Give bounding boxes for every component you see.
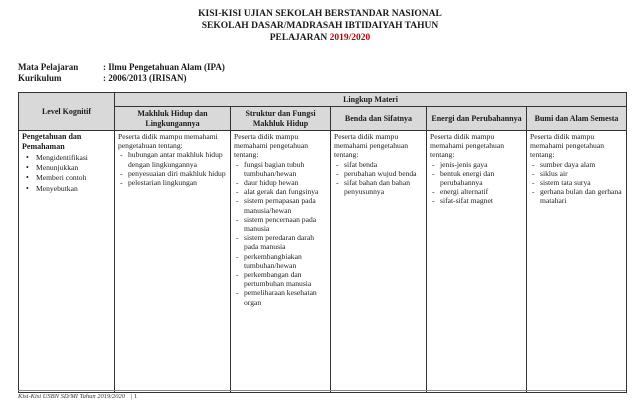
material-cell bbox=[427, 131, 527, 393]
cell-intro: Peserta didik mampu memahami pengetahuan tentang: bbox=[334, 132, 409, 160]
list-item: - perkembangan dan pertumbuhan manusia bbox=[234, 270, 327, 288]
material-cell bbox=[331, 131, 427, 393]
curriculum-label: Kurikulum bbox=[18, 73, 62, 83]
title-line-3-prefix: PELAJARAN bbox=[269, 33, 330, 43]
list-item: - pelestarian lingkungan bbox=[118, 178, 227, 187]
list-item: - fungsi bagian tubuh tumbuhan/hewan bbox=[234, 160, 327, 178]
list-item: • Menyebutkan bbox=[22, 184, 111, 193]
list-item: - daur hidup hewan bbox=[234, 178, 327, 187]
list-item: - sumber daya alam bbox=[530, 160, 623, 169]
material-cell bbox=[527, 131, 627, 393]
page-footer bbox=[18, 393, 137, 400]
column-header: Benda dan Sifatnya bbox=[331, 107, 427, 131]
list-item: - alat gerak dan fungsinya bbox=[234, 187, 327, 196]
cell-intro: Peserta didik mampu memahami pengetahuan tentang: bbox=[234, 132, 309, 160]
cell-intro: Peserta didik mampu memahami pengetahuan tentang: bbox=[118, 132, 218, 151]
list-item: - perkembangbiakan tumbuhan/hewan bbox=[234, 252, 327, 270]
level-cell bbox=[19, 131, 115, 393]
level-header: Level Kognitif bbox=[19, 93, 115, 131]
list-item: - siklus air bbox=[530, 169, 623, 178]
list-item: • Memberi contoh bbox=[22, 173, 111, 182]
cell-list bbox=[334, 160, 423, 197]
footer-divider bbox=[18, 390, 626, 391]
list-item: - penyesuaian diri makhluk hidup bbox=[118, 169, 227, 178]
list-item: - sistem peredaran darah pada manusia bbox=[234, 233, 327, 251]
subject-value: : Ilmu Pengetahuan Alam (IPA) bbox=[103, 62, 225, 72]
list-item: - hubungan antar makhluk hidup dengan lingkungannya bbox=[118, 150, 227, 168]
list-item: • Mengidentifikasi bbox=[22, 153, 111, 162]
footer-text: Kisi-Kisi USBN SD/MI Tahun 2019/2020 bbox=[18, 393, 126, 400]
page-number: | 1 bbox=[131, 393, 138, 400]
title-year: 2019/2020 bbox=[329, 33, 371, 43]
list-item: - jenis-jenis gaya bbox=[430, 160, 523, 169]
list-item: - sifat bahan dan bahan penyusunnya bbox=[334, 178, 423, 196]
material-cell bbox=[115, 131, 231, 393]
list-item: - sifat-sifat magnet bbox=[430, 196, 523, 205]
title-line-3 bbox=[0, 32, 640, 44]
document-meta bbox=[18, 62, 225, 84]
list-item: - bentuk energi dan perubahannya bbox=[430, 169, 523, 187]
list-item: - sifat benda bbox=[334, 160, 423, 169]
grid-table bbox=[18, 92, 627, 393]
material-cell bbox=[231, 131, 331, 393]
cell-intro: Peserta didik mampu memahami pengetahuan tentang: bbox=[430, 132, 505, 160]
cell-list bbox=[118, 150, 227, 187]
cell-list bbox=[430, 160, 523, 206]
cell-list bbox=[234, 160, 327, 307]
cell-intro: Peserta didik mampu memahami pengetahuan tentang: bbox=[530, 132, 605, 160]
level-list bbox=[22, 153, 111, 193]
document-title bbox=[0, 8, 640, 44]
curriculum-value: : 2006/2013 (IRISAN) bbox=[103, 73, 187, 83]
list-item: - energi alternatif bbox=[430, 187, 523, 196]
list-item: - gerhana bulan dan gerhana matahari bbox=[530, 187, 623, 205]
title-line-2: SEKOLAH DASAR/MADRASAH IBTIDAIYAH TAHUN bbox=[201, 21, 439, 31]
level-title: Pengetahuan dan Pemahaman bbox=[22, 132, 82, 151]
list-item: • Menunjukkan bbox=[22, 163, 111, 172]
cell-list bbox=[530, 160, 623, 206]
list-item: - perubahan wujud benda bbox=[334, 169, 423, 178]
column-header: Struktur dan Fungsi Makhluk Hidup bbox=[231, 107, 331, 131]
column-header: Bumi dan Alam Semesta bbox=[527, 107, 627, 131]
list-item: - sistem tata surya bbox=[530, 178, 623, 187]
column-header: Makhluk Hidup dan Lingkungannya bbox=[115, 107, 231, 131]
list-item: - pemeliharaan kesehatan organ bbox=[234, 288, 327, 306]
subject-label: Mata Pelajaran bbox=[18, 62, 79, 72]
title-line-1: KISI-KISI UJIAN SEKOLAH BERSTANDAR NASIONAL bbox=[198, 9, 442, 19]
list-item: - sistem pencernaan pada manusia bbox=[234, 215, 327, 233]
column-header: Energi dan Perubahannya bbox=[427, 107, 527, 131]
scope-header: Lingkup Materi bbox=[115, 93, 627, 107]
list-item: - sistem pernapasan pada manusia/hewan bbox=[234, 196, 327, 214]
